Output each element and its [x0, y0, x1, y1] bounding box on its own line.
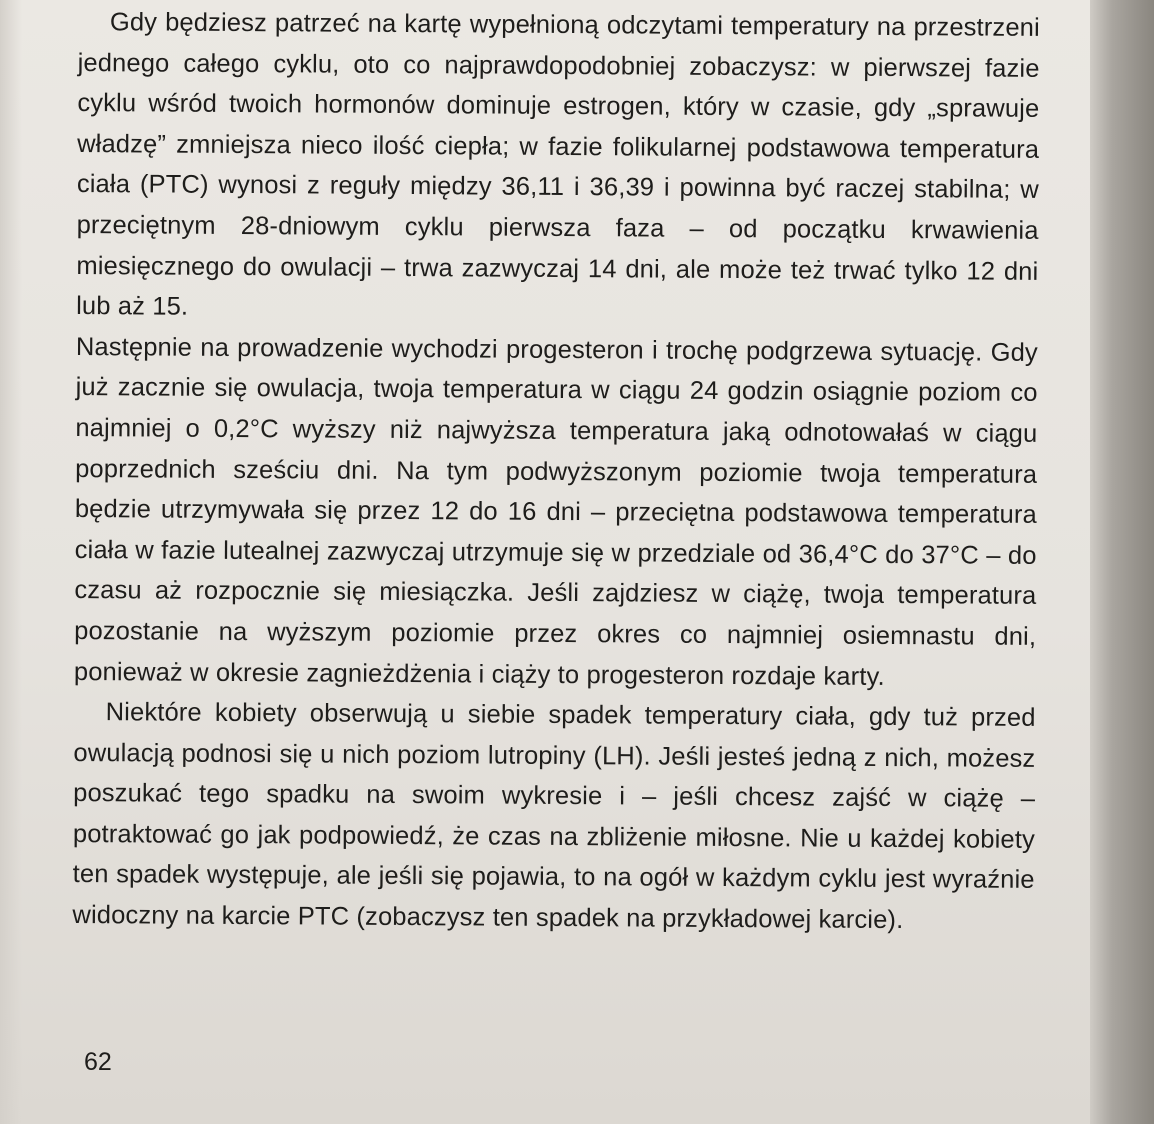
- body-text: [72, 2, 1040, 942]
- paragraph-3: Niektóre kobiety obserwują u siebie spadek temperatury ciała, gdy tuż przed owulacją podnosi się u nich poziom lutropiny (LH). Jeśli jesteś jedną z nich, możesz poszukać tego spadku na swoim wykresie i – jeśli chcesz zajść w ciążę – potraktować go jak podpowiedź, że czas na zbliżenie miłosne. Nie u każdej kobiety ten spadek występuje, ale jeśli się pojawia, to na ogół w każdym cyklu jest wyraźnie widoczny na karcie PTC (zobaczysz ten spadek na przykładowej karcie).: [72, 698, 1036, 935]
- page-number: 62: [84, 1048, 112, 1076]
- paragraph-1: Gdy będziesz patrzeć na kartę wypełnioną odczytami temperatury na przestrzeni jednego całego cyklu, oto co najprawdopodobniej zobaczysz: w pierwszej fazie cyklu wśród twoich hormonów dominuje estrogen, który w czasie, gdy „sprawuje władzę” zmniejsza nieco ilość ciepła; w fazie folikularnej podstawowa temperatura ciała (PTC) wynosi z reguły między 36,11 i 36,39 i powinna być raczej stabilna; w przeciętnym 28-dniowym cyklu pierwsza faza – od początku krwawienia miesięcznego do owulacji – trwa zazwyczaj 14 dni, ale może też trwać tylko 12 dni lub aż 15.: [76, 8, 1040, 321]
- paragraph-2: Następnie na prowadzenie wychodzi progesteron i trochę podgrzewa sytuację. Gdy już zacznie się owulacja, twoja temperatura w ciągu 24 godzin osiągnie poziom co najmniej o 0,2°C wyższy niż najwyższa temperatura jaką odnotowałaś w ciągu poprzednich sześciu dni. Na tym podwyższonym poziomie twoja temperatura będzie utrzymywała się przez 12 do 16 dni – przeciętna podstawowa temperatura ciała w fazie lutealnej zazwyczaj utrzymuje się w przedziale od 36,4°C do 37°C – do czasu aż rozpocznie się miesiączka. Jeśli zajdziesz w ciążę, twoja temperatura pozostanie na wyższym poziomie przez okres co najmniej osiemnastu dni, ponieważ w okresie zagnieżdżenia i ciąży to progesteron rozdaje karty.: [73, 332, 1038, 691]
- page-edge-shadow: [1090, 0, 1154, 1124]
- page-gutter: [0, 0, 22, 1124]
